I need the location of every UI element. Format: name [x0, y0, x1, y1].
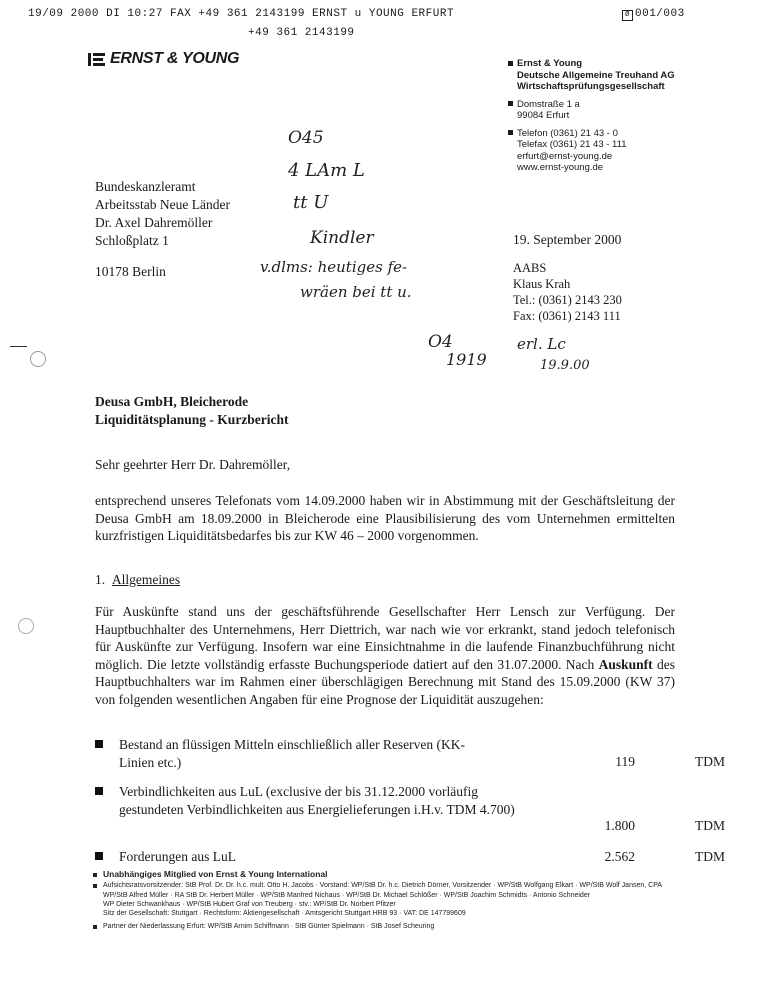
footer-partners: Partner der Niederlassung Erfurt: WP/StB Arnim Schiffmann · StB Günter Spielmann · StB Josef Scheuring [93, 922, 693, 931]
handwritten-note: erl. Lc [517, 335, 566, 353]
firm-email: erfurt@ernst-young.de [517, 150, 613, 162]
bullet-icon [95, 852, 103, 860]
footer-board: Aufsichtsratsvorsitzender: StB Prof. Dr. Dr. h.c. mult. Otto H. Jacobs · Vorstand: WP/StB Dr. h.c. Dietrich Dörner, Vorsitzender · WP/StB Wolfgang Elkart · WP/StB Wolf Jansen, CPA [93, 881, 693, 890]
recipient-line: Bundeskanzleramt [95, 179, 196, 194]
bullet-icon [95, 787, 103, 795]
footer-registry: Sitz der Gesellschaft: Stuttgart · Rechtsform: Aktiengesellschaft · Amtsgericht Stuttgart HRB 93 · VAT: DE 147799609 [103, 910, 466, 918]
item-unit: TDM [695, 754, 725, 769]
body-paragraph: Für Auskünfte stand uns der geschäftsführende Gesellschafter Herr Lensch zur Verfügung. Der Hauptbuchhalter des Unternehmens, Herr Diettrich, war nach wie vor erkrankt, stand jedoch telefonisch für Auskünfte zur Verfügung. Insofern war eine Einsichtnahme in die laufende Finanzbuchführung nicht möglich. Die letzte vollständig erfasste Buchungsperiode datiert auf den 31.07.2000. Nach Auskunft des Hauptbuchhalters war im Rahmen einer überschlägigen Berechnung mit Stand des 15.09.2000 (KW 37) von folgenden wesentlichen Angaben für eine Prognose der Liquidität auszugehen: [95, 604, 675, 707]
footer-board-cont: WP/StB Alfred Müller · RA StB Dr. Herbert Müller · WP/StB Manfred Nichaus · WP/StB Dr. Michael Schlößer · WP/StB Joachim Schmidts · Antonio Schneider [103, 891, 591, 899]
fold-mark [10, 346, 27, 347]
letter-footer [93, 870, 693, 932]
recipient-line: Arbeitsstab Neue Länder [95, 197, 230, 212]
fax-page-counter: Ø 001/003 [622, 8, 685, 21]
bullet-icon [508, 101, 513, 106]
handwritten-note: 19.9.00 [540, 358, 590, 373]
list-item [95, 736, 725, 776]
firm-phone: Telefon (0361) 21 43 - 0 [517, 127, 618, 139]
bullet-icon [508, 130, 513, 135]
handwritten-note: O45 [288, 128, 324, 148]
recipient-line: Dr. Axel Dahremöller [95, 215, 213, 230]
fax-number-line: +49 361 2143199 [248, 27, 355, 39]
footer-membership: Unabhängiges Mitglied von Ernst & Young International [93, 870, 693, 879]
footer-board-cont: WP Dieter Schwankhaus · WP/StB Hubert Graf von Treuberg · stv.: WP/StB Dr. Norbert Pfitzer [103, 900, 396, 908]
bullet-icon [95, 740, 103, 748]
recipient-city: 10178 Berlin [95, 264, 166, 279]
firm-subname: Deutsche Allgemeine Treuhand AG [517, 69, 675, 81]
fax-page-icon: Ø [622, 10, 633, 21]
item-text: Verbindlichkeiten aus LuL (exclusive der bis 31.12.2000 vorläufig gestundeten Verbindlichkeiten aus Energielieferungen i.H.v. TDM 4.700) [119, 784, 515, 817]
punch-hole-mark [18, 618, 34, 634]
contact-tel: Tel.: (0361) 2143 230 [513, 293, 622, 307]
contact-ref: AABS [513, 261, 547, 275]
item-unit: TDM [695, 849, 725, 864]
section-heading [95, 572, 180, 588]
salutation: Sehr geehrter Herr Dr. Dahremöller, [95, 457, 291, 472]
firm-web: www.ernst-young.de [517, 162, 604, 173]
emphasis: Auskunft [598, 656, 653, 672]
section-title: Allgemeines [111, 572, 181, 587]
ernst-young-logo-icon [88, 52, 105, 67]
handwritten-note: wräen bei tt u. [300, 283, 412, 301]
recipient-line: Schloßplatz 1 [95, 233, 169, 248]
firm-street: Domstraße 1 a [517, 98, 580, 110]
item-text: Bestand an flüssigen Mitteln einschließlich aller Reserven (KK-Linien etc.) [119, 737, 466, 770]
bullet-icon [508, 61, 513, 66]
logo-text: ERNST & YOUNG [110, 50, 240, 67]
fax-header-line: 19/09 2000 DI 10:27 FAX +49 361 2143199 ERNST u YOUNG ERFURT [28, 8, 455, 20]
handwritten-note: v.dlms: heutiges fe- [260, 258, 408, 276]
item-value: 2.562 [604, 849, 635, 864]
item-value: 119 [615, 754, 635, 769]
letter-subject [95, 393, 289, 429]
contact-fax: Fax: (0361) 2143 111 [513, 309, 621, 323]
list-item [95, 783, 725, 838]
item-text: Forderungen aus LuL [119, 849, 236, 864]
handwritten-note: 1919 [446, 350, 487, 369]
firm-city: 99084 Erfurt [517, 110, 570, 121]
punch-hole-mark [30, 351, 46, 367]
subject-line: Deusa GmbH, Bleicherode [95, 394, 249, 409]
handwritten-note: tt U [293, 192, 329, 213]
handwritten-note: O4 [428, 332, 453, 352]
section-number: 1. [95, 572, 106, 587]
firm-name: Ernst & Young [517, 58, 583, 69]
list-item [95, 848, 725, 868]
recipient-address [95, 178, 230, 250]
firm-type: Wirtschaftsprüfungsgesellschaft [517, 81, 665, 92]
contact-name: Klaus Krah [513, 277, 571, 291]
firm-fax: Telefax (0361) 21 43 - 111 [517, 139, 627, 150]
contact-block [513, 260, 622, 324]
handwritten-note: 4 LAm L [288, 160, 365, 181]
body-paragraph: entsprechend unseres Telefonats vom 14.09.2000 haben wir in Abstimmung mit der Geschäftsleitung der Deusa GmbH am 18.09.2000 in Bleicherode eine Plausibilisierung des vom Unternehmen ermittelten kurzfristigen Liquiditätsbedarfes bis zur KW 46 – 2000 vorgenommen. [95, 493, 675, 543]
subject-line: Liquiditätsplanung - Kurzbericht [95, 412, 289, 427]
company-logo [88, 50, 239, 68]
firm-address-block [508, 58, 675, 174]
item-unit: TDM [695, 818, 725, 833]
letter-date: 19. September 2000 [513, 232, 622, 247]
item-value: 1.800 [604, 818, 635, 833]
handwritten-note: Kindler [310, 228, 374, 248]
